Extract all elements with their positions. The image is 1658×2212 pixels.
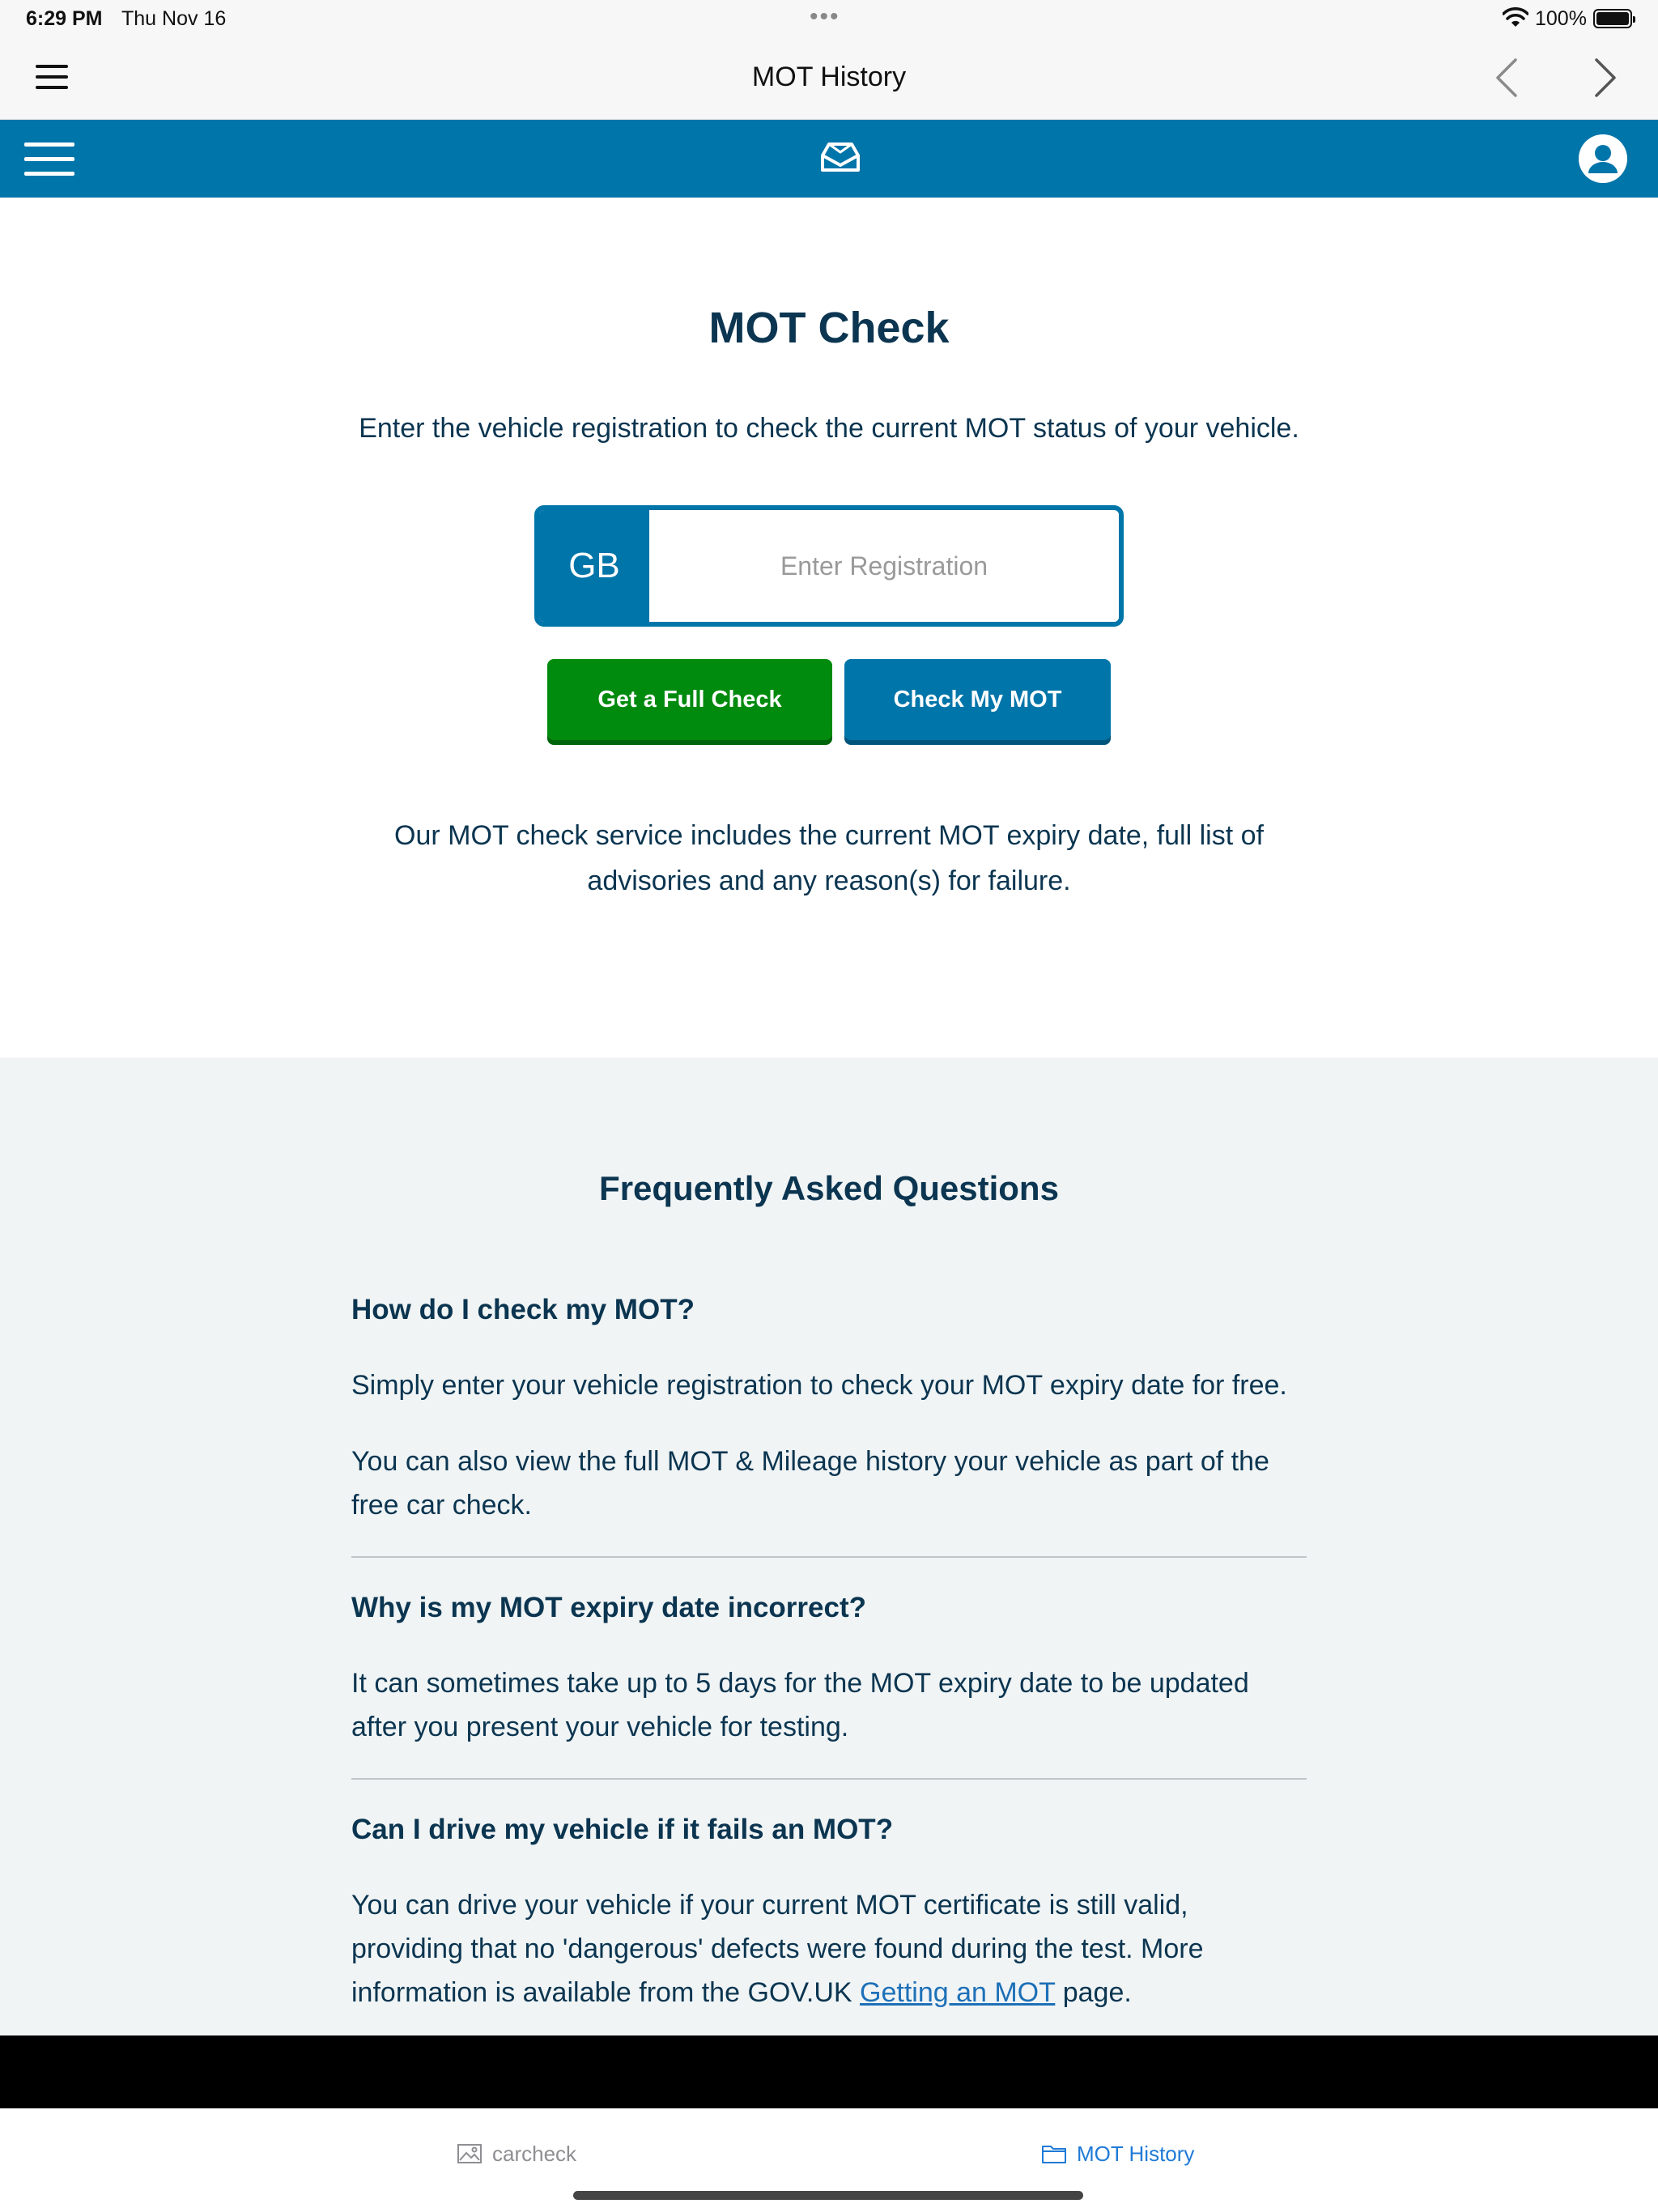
back-chevron-icon[interactable] [1485, 53, 1533, 102]
wifi-icon [1503, 7, 1528, 28]
black-strip [0, 2035, 1658, 2108]
faq-item [351, 1590, 1307, 1780]
forward-chevron-icon[interactable] [1579, 53, 1627, 102]
faq-item [351, 1812, 1307, 2035]
browser-title-bar [0, 37, 1658, 120]
faq-answer-text: You can drive your vehicle if your current MOT certificate is still valid, providing that no 'dangerous' defects were found during the test. More information is available from the GOV.UK [351, 1890, 1204, 2008]
faq-question: How do I check my MOT? [351, 1294, 695, 1325]
registration-input[interactable] [649, 510, 1119, 622]
page-title: MOT History [751, 62, 907, 92]
user-icon[interactable] [1579, 134, 1627, 183]
status-time: 6:29 PM [26, 7, 103, 30]
status-date: Thu Nov 16 [121, 7, 227, 30]
hamburger-icon[interactable] [24, 143, 74, 175]
car-logo-icon[interactable] [818, 139, 863, 177]
tab-label: carcheck [492, 2141, 577, 2166]
faq-list [351, 1292, 1307, 2035]
site-header [0, 120, 1658, 198]
mot-check-section [0, 198, 1658, 1057]
faq-item [351, 1292, 1307, 1558]
faq-answer: It can sometimes take up to 5 days for the MOT expiry date to be updated after you present your vehicle for testing. [351, 1668, 1249, 1742]
multitasking-dots-icon[interactable]: ••• [810, 3, 840, 30]
faq-answer-text: page. [1055, 1977, 1132, 2008]
gb-prefix: GB [539, 510, 649, 622]
tab-bar [0, 2108, 1658, 2212]
home-indicator[interactable] [573, 2191, 1083, 2200]
image-icon [457, 2142, 483, 2165]
status-bar [0, 0, 1658, 37]
tab-label: MOT History [1077, 2141, 1195, 2166]
faq-question: Can I drive my vehicle if it fails an MOT? [351, 1814, 894, 1845]
folder-icon [1041, 2142, 1067, 2165]
mot-service-info: Our MOT check service includes the current MOT expiry date, full list of advisories and any reason(s) for failure. [394, 820, 1264, 896]
registration-box [534, 505, 1124, 627]
mot-check-title: MOT Check [708, 304, 950, 352]
faq-section [0, 1057, 1658, 2035]
tab-mot-history[interactable] [1041, 2138, 1194, 2170]
faq-title: Frequently Asked Questions [599, 1169, 1059, 1207]
getting-an-mot-link[interactable]: Getting an MOT [860, 1977, 1056, 2008]
faq-answer [351, 1883, 1307, 2014]
check-my-mot-button[interactable]: Check My MOT [844, 659, 1111, 740]
get-full-check-button[interactable]: Get a Full Check [547, 659, 832, 740]
mot-check-description: Enter the vehicle registration to check the current MOT status of your vehicle. [359, 413, 1299, 444]
faq-answer: Simply enter your vehicle registration to check your MOT expiry date for free. [351, 1370, 1287, 1401]
faq-answer: You can also view the full MOT & Mileage history your vehicle as part of the free car check. [351, 1446, 1269, 1521]
faq-question: Why is my MOT expiry date incorrect? [351, 1592, 866, 1623]
battery-icon [1593, 9, 1632, 28]
battery-percentage: 100% [1535, 7, 1587, 30]
tab-carcheck[interactable] [457, 2138, 576, 2170]
